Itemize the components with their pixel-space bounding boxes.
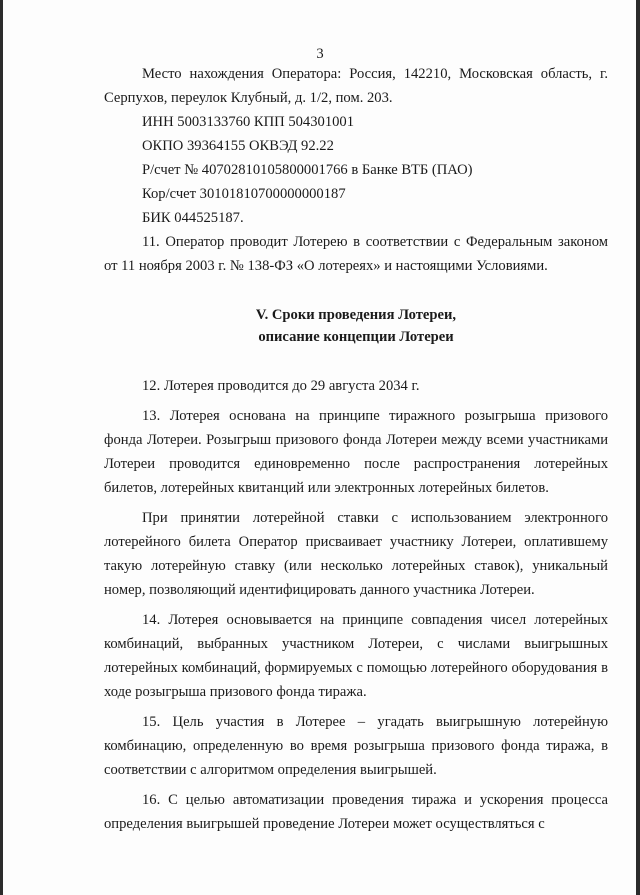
- operator-okpo-okved: ОКПО 39364155 ОКВЭД 92.22: [142, 138, 334, 154]
- section-heading: [104, 304, 608, 348]
- scan-right-edge: [636, 0, 640, 895]
- paragraph-15: 15. Цель участия в Лотерее – угадать выигрышную лотерейную комбинацию, определенную во время розыгрыша призового фонда тиража, в соответствии с алгоритмом определения выигрышей.: [104, 714, 608, 778]
- page-number: 3: [316, 46, 324, 62]
- operator-inn-kpp: ИНН 5003133760 КПП 504301001: [142, 114, 355, 130]
- paragraph-13-continued: При принятии лотерейной ставки с использованием электронного лотерейного билета Оператор присваивает участнику Лотереи, оплатившему такую лотерейную ставку (или несколько лотерейных ставок), уникальный номер, позволяющий идентифицировать данного участника Лотереи.: [104, 510, 608, 598]
- paragraph-12: 12. Лотерея проводится до 29 августа 2034 г.: [142, 378, 420, 394]
- section-title-line-2: описание концепции Лотереи: [258, 329, 454, 345]
- paragraph-14: 14. Лотерея основывается на принципе совпадения чисел лотерейных комбинаций, выбранных участником Лотереи, с числами выигрышных лотерейных комбинаций, формируемых с помощью лотерейного оборудования в ходе розыгрыша призового фонда тиража.: [104, 612, 608, 700]
- operator-bik: БИК 044525187.: [142, 210, 244, 226]
- section-title-line-1: V. Сроки проведения Лотереи,: [255, 307, 457, 323]
- scan-left-edge: [0, 0, 3, 895]
- paragraph-11: 11. Оператор проводит Лотерею в соответствии с Федеральным законом от 11 ноября 2003 г. № 138-ФЗ «О лотереях» и настоящими Условиями.: [104, 234, 608, 274]
- document-body: [104, 62, 608, 836]
- paragraph-13: 13. Лотерея основана на принципе тиражного розыгрыша призового фонда Лотереи. Розыгрыш призового фонда Лотереи между всеми участниками Лотереи проводится единовременно после распространения лотерейных билетов, лотерейных квитанций или электронных лотерейных билетов.: [104, 408, 608, 496]
- operator-location: Место нахождения Оператора: Россия, 142210, Московская область, г. Серпухов, переулок Клубный, д. 1/2, пом. 203.: [104, 66, 608, 106]
- operator-corr-account: Кор/счет 30101810700000000187: [142, 186, 346, 202]
- operator-account: Р/счет № 40702810105800001766 в Банке ВТБ (ПАО): [142, 162, 473, 178]
- paragraph-16: 16. С целью автоматизации проведения тиража и ускорения процесса определения выигрышей проведение Лотереи может осуществляться с: [104, 792, 608, 832]
